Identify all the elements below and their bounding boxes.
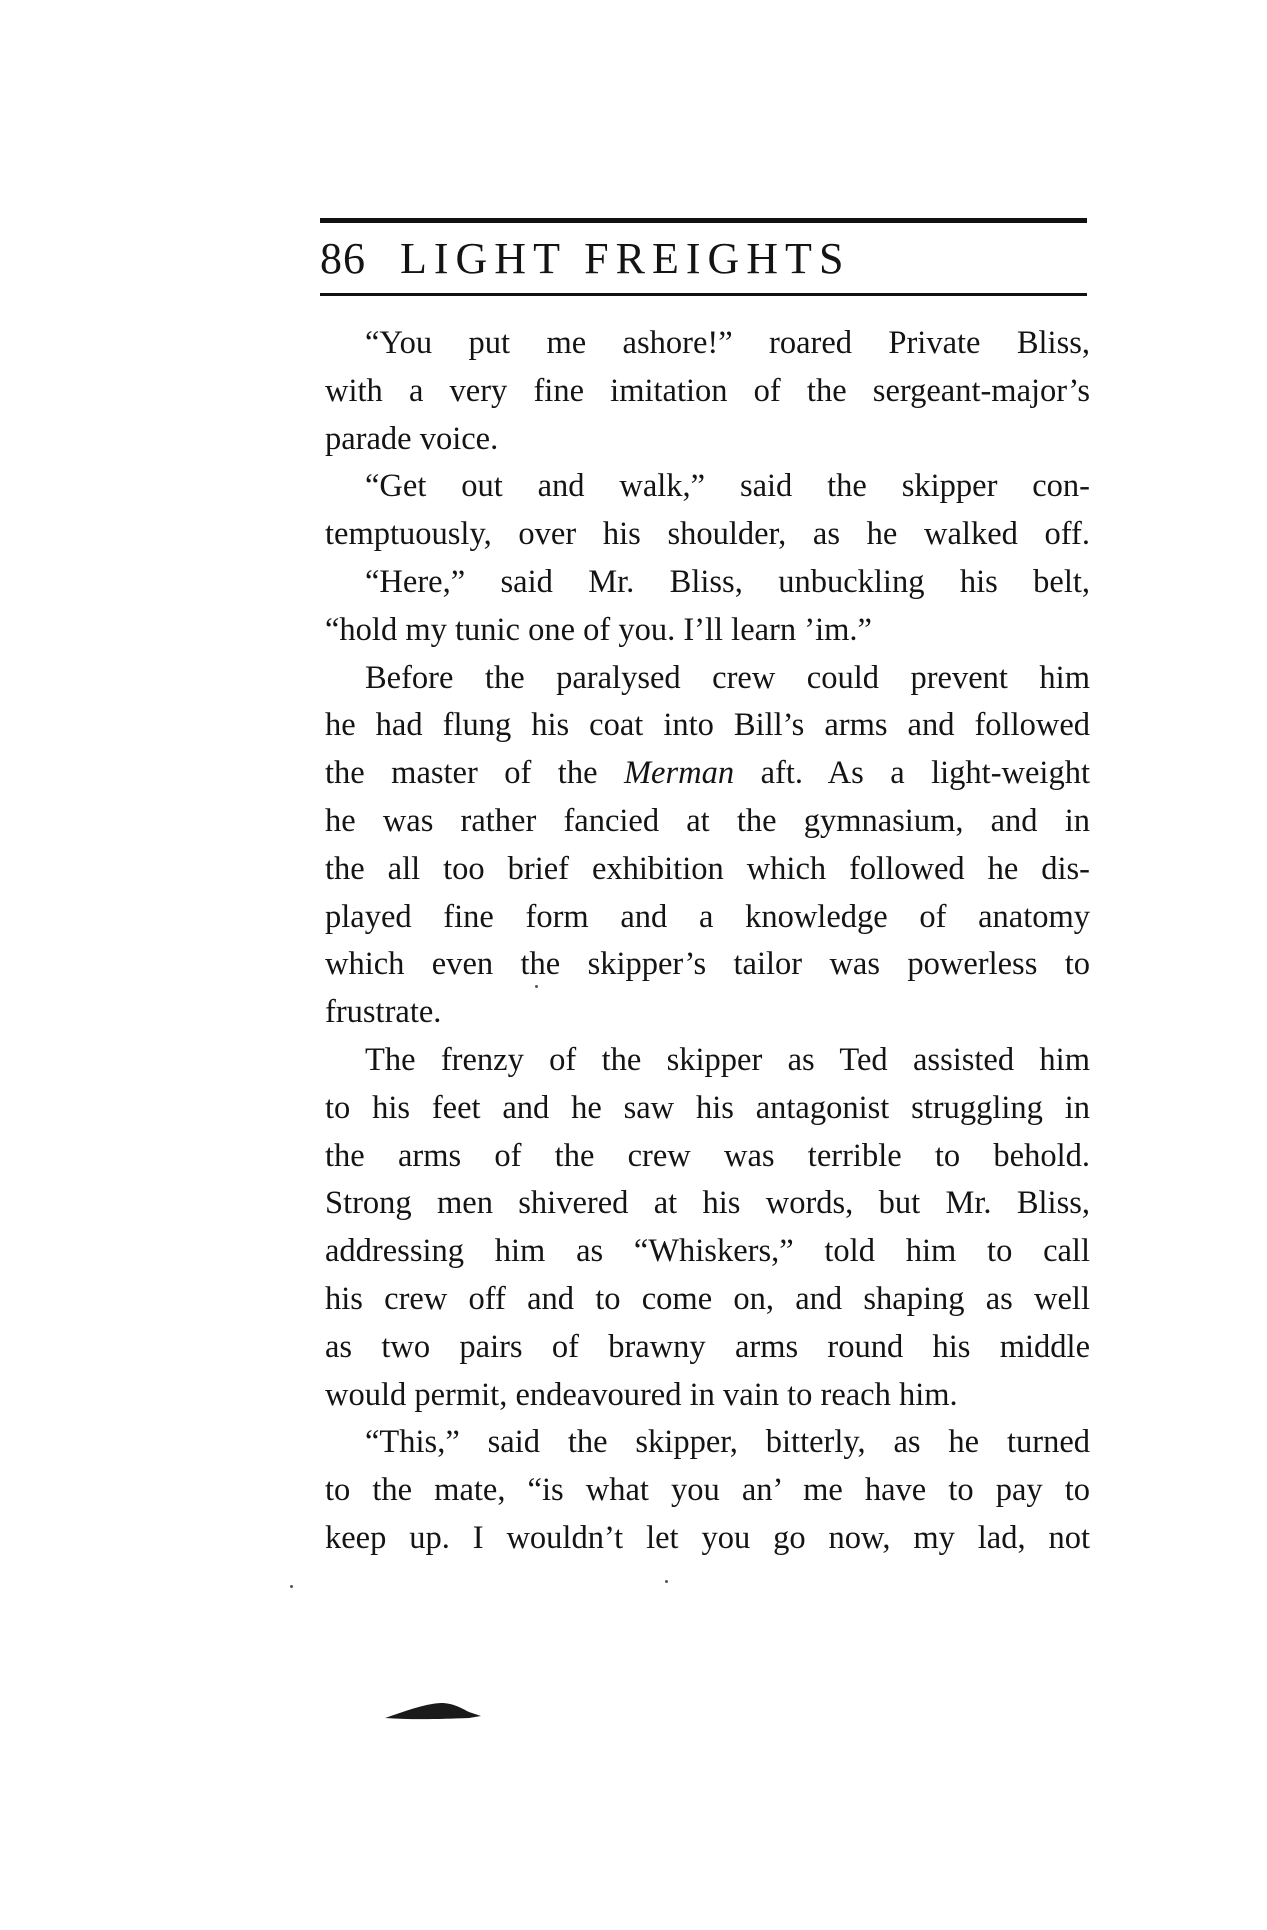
text-line: to the mate, “is what you an’ me have to pay to xyxy=(325,1472,1090,1509)
text-line: which even the skipper’s tailor was powerless to xyxy=(325,946,1090,983)
running-head xyxy=(320,228,1087,288)
text-line: the all too brief exhibition which followed he dis- xyxy=(325,850,1090,887)
text-fragment: aft. As a light-weight xyxy=(760,755,1090,792)
text-line: with a very fine imitation of the sergeant-major’s xyxy=(325,372,1090,409)
text-line: his crew off and to come on, and shaping as well xyxy=(325,1280,1090,1317)
text-line: “You put me ashore!” roared Private Bliss, xyxy=(365,325,1090,361)
text-line: as two pairs of brawny arms round his middle xyxy=(325,1328,1090,1365)
text-line: frustrate. xyxy=(325,994,442,1031)
header-rule-top xyxy=(320,218,1087,223)
text-line: keep up. I wouldn’t let you go now, my lad, not xyxy=(325,1519,1090,1556)
speck xyxy=(535,985,538,988)
text-line: he had flung his coat into Bill’s arms and followed xyxy=(325,707,1090,744)
text-line: “hold my tunic one of you. I’ll learn ’im.” xyxy=(325,611,872,648)
ship-name: Merman xyxy=(623,755,735,792)
text-line: “This,” said the skipper, bitterly, as he turned xyxy=(365,1424,1090,1461)
text-fragment: the master of the xyxy=(325,755,598,792)
text-line: parade voice. xyxy=(325,420,499,457)
text-line: would permit, endeavoured in vain to reach him. xyxy=(325,1376,958,1413)
text-line: the arms of the crew was terrible to behold. xyxy=(325,1137,1090,1174)
speck xyxy=(665,1580,668,1583)
body-text xyxy=(325,320,1090,1563)
text-line: played fine form and a knowledge of anatomy xyxy=(325,898,1090,935)
text-line: temptuously, over his shoulder, as he walked off. xyxy=(325,516,1090,553)
text-line: he was rather fancied at the gymnasium, and in xyxy=(325,802,1090,839)
text-line: Before the paralysed crew could prevent him xyxy=(365,659,1090,696)
header-rule-bottom xyxy=(320,293,1087,296)
speck xyxy=(290,1585,293,1588)
text-line xyxy=(325,750,1090,798)
running-title: LIGHT FREIGHTS xyxy=(400,233,851,283)
text-line: addressing him as “Whiskers,” told him to call xyxy=(325,1233,1090,1270)
text-line: “Here,” said Mr. Bliss, unbuckling his belt, xyxy=(365,563,1090,600)
text-line: “Get out and walk,” said the skipper con- xyxy=(365,468,1090,505)
text-line: Strong men shivered at his words, but Mr. Bliss, xyxy=(325,1185,1090,1222)
text-line: The frenzy of the skipper as Ted assisted him xyxy=(365,1041,1090,1078)
ink-smudge-mark xyxy=(383,1700,483,1722)
page-number: 86 xyxy=(320,233,366,283)
text-line: to his feet and he saw his antagonist struggling in xyxy=(325,1089,1090,1126)
